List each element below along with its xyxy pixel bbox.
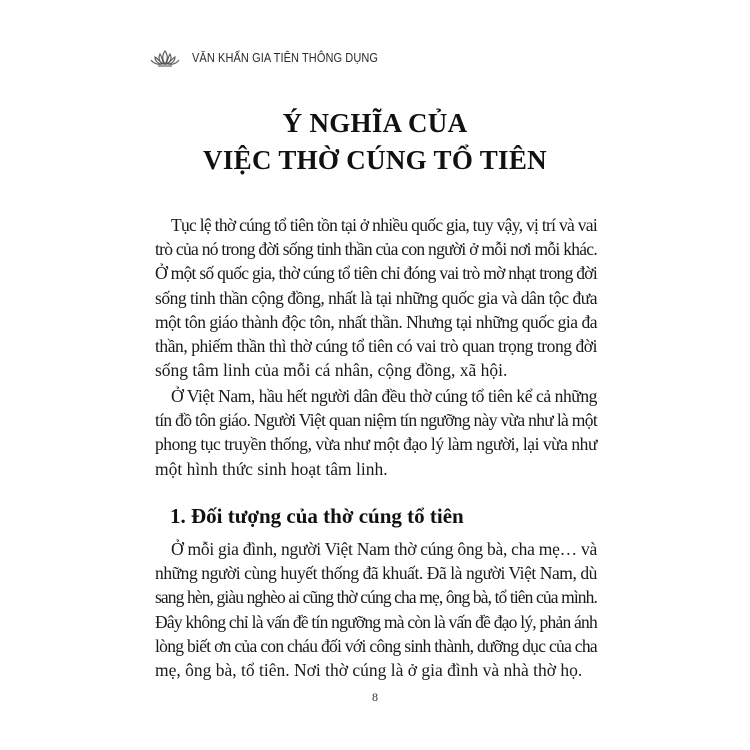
text-line: Đây không chỉ là vấn đề tín ngưỡng mà còn là vấn đề đạo lý, phản ánh: [155, 611, 597, 632]
running-header: [150, 48, 403, 68]
text-line: Tục lệ thờ cúng tổ tiên tồn tại ở nhiều quốc gia, tuy vậy, vị trí và vai: [171, 215, 597, 235]
text-line: một hình thức sinh hoạt tâm linh.: [155, 458, 388, 479]
text-line: một tôn giáo thành độc tôn, nhất thần. Nhưng tại những quốc gia đa: [155, 311, 597, 332]
text-line: Ở Việt Nam, hầu hết người dân đều thờ cúng tổ tiên kể cả những: [171, 386, 597, 406]
text-line: phong tục truyền thống, vừa như một đạo lý làm người, lại vừa như: [155, 434, 597, 455]
text-line: những người cùng huyết thống đã khuất. Đã là người Việt Nam, dù: [155, 563, 597, 584]
text-line: thần, phiếm thần thì thờ cúng tổ tiên có vai trò quan trọng trong đời: [155, 336, 597, 357]
text-line: tín đồ tôn giáo. Người Việt quan niệm tín ngưỡng này vừa như là một: [155, 410, 598, 431]
text-line: trò của nó trong đời sống tinh thần của con người ở mỗi nơi mỗi khác.: [155, 239, 597, 260]
paragraph-3: [155, 537, 597, 682]
paragraph-2: [155, 384, 597, 481]
section-heading: 1. Đối tượng của thờ cúng tổ tiên: [170, 504, 464, 528]
text-line: sống tâm linh của mỗi cá nhân, cộng đồng, xã hội.: [155, 360, 508, 381]
lotus-icon: [150, 48, 180, 68]
text-line: Ở mỗi gia đình, người Việt Nam thờ cúng ông bà, cha mẹ… và: [171, 539, 597, 559]
page-number: 8: [372, 690, 378, 704]
chapter-title: [0, 105, 750, 179]
chapter-title-line-2: VIỆC THỜ CÚNG TỔ TIÊN: [203, 145, 547, 175]
chapter-title-line-1: Ý NGHĨA CỦA: [282, 108, 468, 138]
running-header-title: VĂN KHẤN GIA TIÊN THÔNG DỤNG: [192, 51, 379, 65]
text-line: sang hèn, giàu nghèo ai cũng thờ cúng cha mẹ, ông bà, tổ tiên của mình.: [155, 587, 597, 608]
text-line: Ở một số quốc gia, thờ cúng tổ tiên chỉ đóng vai trò mờ nhạt trong đời: [155, 263, 597, 284]
text-line: lòng biết ơn của con cháu đối với công sinh thành, dưỡng dục của cha: [155, 635, 597, 656]
text-line: mẹ, ông bà, tổ tiên. Nơi thờ cúng là ở gia đình và nhà thờ họ.: [155, 660, 583, 681]
text-line: sống tinh thần cộng đồng, nhất là tại những quốc gia và dân tộc đưa: [155, 287, 597, 308]
paragraph-1: [155, 213, 597, 382]
